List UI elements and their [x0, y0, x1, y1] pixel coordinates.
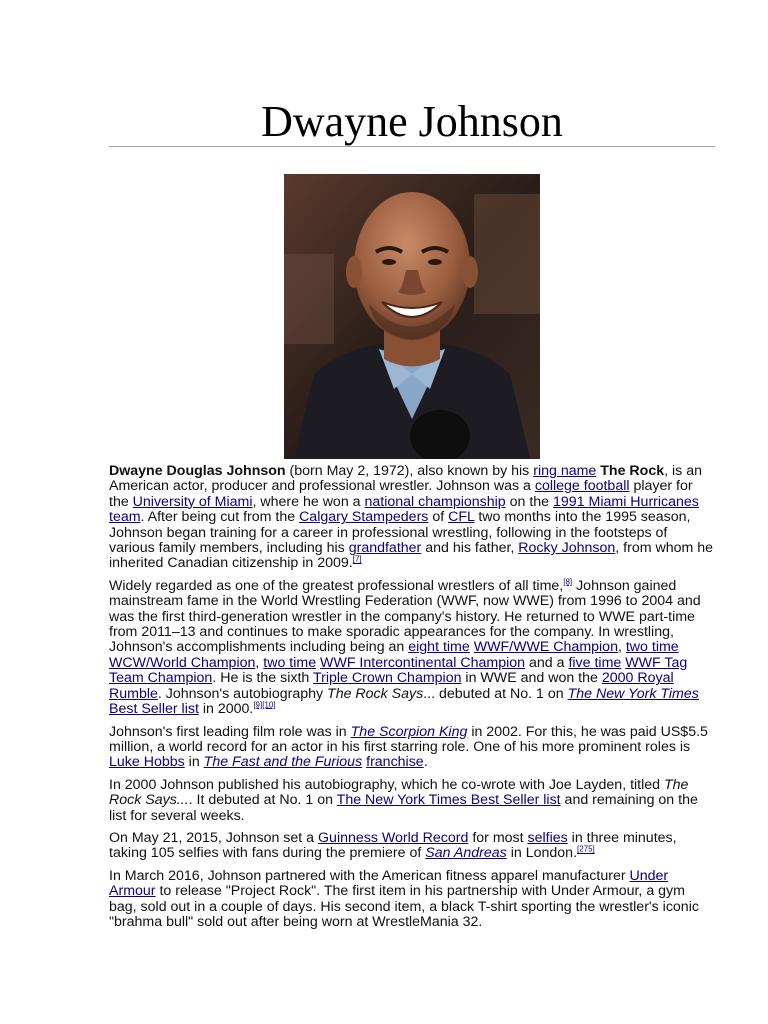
link-franchise[interactable]: franchise: [366, 754, 424, 771]
link-cfl[interactable]: CFL: [448, 509, 475, 526]
link-fast-and-furious[interactable]: The Fast and the Furious: [203, 754, 363, 771]
article: [109, 0, 715, 937]
portrait-photo-icon: [284, 174, 540, 459]
paragraph-wrestling: Widely regarded as one of the greatest professional wrestlers of all time,[8] Johnson gained mainstream fame in the World Wrestling Federation (WWF, now WWE) from 1996 to 2004 and was the first third-generation wrestler in the company's history. He returned to WWE part-time from 2011–13 and continues to make sporadic appearances for the company. In wrestling, Johnson's accomplishments including being an eight time WWF/WWE Champion, two time WCW/World Champion, two time WWF Intercontinental Champion and a five time WWF Tag Team Champion. He is the sixth Triple Crown Champion in WWE and won the 2000 Royal Rumble. Johnson's autobiography The Rock Says... debuted at No. 1 on The New York Times Best Seller list in 2000.[9][10]: [109, 577, 701, 718]
link-grandfather[interactable]: grandfather: [348, 540, 422, 557]
link-wwf-wwe-champion[interactable]: WWF/WWE Champion: [473, 639, 618, 656]
link-under-armour[interactable]: Under Armour: [109, 867, 669, 900]
link-two-time-ic[interactable]: two time: [263, 654, 317, 671]
subject-name: Dwayne Douglas Johnson: [109, 463, 286, 479]
link-college-football[interactable]: college football: [534, 478, 630, 495]
link-1991-miami-hurricanes-team[interactable]: 1991 Miami Hurricanes team: [109, 493, 699, 526]
citation-8[interactable]: [8]: [563, 577, 573, 587]
link-san-andreas[interactable]: San Andreas: [425, 845, 507, 862]
book-title: The Rock Says: [327, 685, 424, 702]
paragraph-guinness: On May 21, 2015, Johnson set a Guinness World Record for most selfies in three minutes, taking 105 selfies with fans during the premiere of San Andreas in London.[275]: [109, 829, 677, 862]
paragraph-under-armour: In March 2016, Johnson partnered with the American fitness apparel manufacturer Under Armour to release "Project Rock". The first item in his partnership with Under Armour, a gym bag, sold out in a couple of days. His second item, a black T-shirt sporting the wrestler's iconic "brahma bull" sold out after being worn at WrestleMania 32.: [109, 867, 699, 930]
link-best-seller-list[interactable]: Best Seller list: [109, 701, 199, 718]
link-calgary-stampeders[interactable]: Calgary Stampeders: [299, 509, 429, 526]
link-university-of-miami[interactable]: University of Miami: [132, 493, 253, 510]
link-2000-royal-rumble[interactable]: 2000 Royal Rumble: [109, 670, 674, 702]
link-tag-team-champion[interactable]: WWF Tag Team Champion: [109, 654, 688, 687]
photo-container: [109, 174, 715, 459]
citation-9[interactable]: [9]: [253, 700, 263, 710]
citation-7[interactable]: [7]: [352, 554, 362, 564]
link-two-time-wcw[interactable]: two time: [625, 639, 679, 656]
link-triple-crown-champion[interactable]: Triple Crown Champion: [312, 670, 462, 687]
link-selfies[interactable]: selfies: [527, 829, 568, 846]
link-new-york-times[interactable]: The New York Times: [567, 685, 699, 702]
link-nyt-best-seller-list[interactable]: The New York Times Best Seller list: [336, 792, 561, 809]
link-scorpion-king[interactable]: The Scorpion King: [350, 723, 468, 740]
page-title: Dwayne Johnson: [261, 97, 563, 146]
book-title: The Rock Says...: [109, 776, 689, 809]
link-intercontinental-champion[interactable]: WWF Intercontinental Champion: [320, 654, 526, 671]
link-national-championship[interactable]: national championship: [364, 493, 506, 510]
paragraph-intro: Dwayne Douglas Johnson (born May 2, 1972), also known by his ring name The Rock, is an American actor, producer and professional wrestler. Johnson was a college football player for the University of Miami, where he won a national championship on the 1991 Miami Hurricanes team. After being cut from the Calgary Stampeders of CFL two months into the 1995 season, Johnson began training for a career in professional wrestling, following in the footsteps of various family members, including his grandfather and his father, Rocky Johnson, from whom he inherited Canadian citizenship in 2009.[7]: [109, 463, 714, 572]
nickname: The Rock: [600, 463, 665, 479]
link-ring-name[interactable]: ring name: [533, 463, 597, 479]
title-divider: [109, 146, 715, 147]
link-guinness-world-record[interactable]: Guinness World Record: [318, 829, 469, 846]
citation-275[interactable]: [275]: [576, 844, 595, 854]
citation-10[interactable]: [10]: [262, 700, 276, 710]
link-luke-hobbs[interactable]: Luke Hobbs: [109, 754, 185, 771]
paragraph-film: Johnson's first leading film role was in The Scorpion King in 2002. For this, he was paid US$5.5 million, a world record for an actor in his first starring role. One of his more prominent roles is Luke Hobbs in The Fast and the Furious franchise.: [109, 723, 708, 771]
link-wcw-world-champion[interactable]: WCW/World Champion: [109, 654, 256, 671]
link-rocky-johnson[interactable]: Rocky Johnson: [518, 540, 616, 557]
link-five-time[interactable]: five time: [568, 654, 622, 671]
paragraph-autobiography: In 2000 Johnson published his autobiography, which he co-wrote with Joe Layden, titled The Rock Says.... It debuted at No. 1 on The New York Times Best Seller list and remaining on the list for several weeks.: [109, 776, 698, 824]
link-eight-time[interactable]: eight time: [408, 639, 470, 656]
